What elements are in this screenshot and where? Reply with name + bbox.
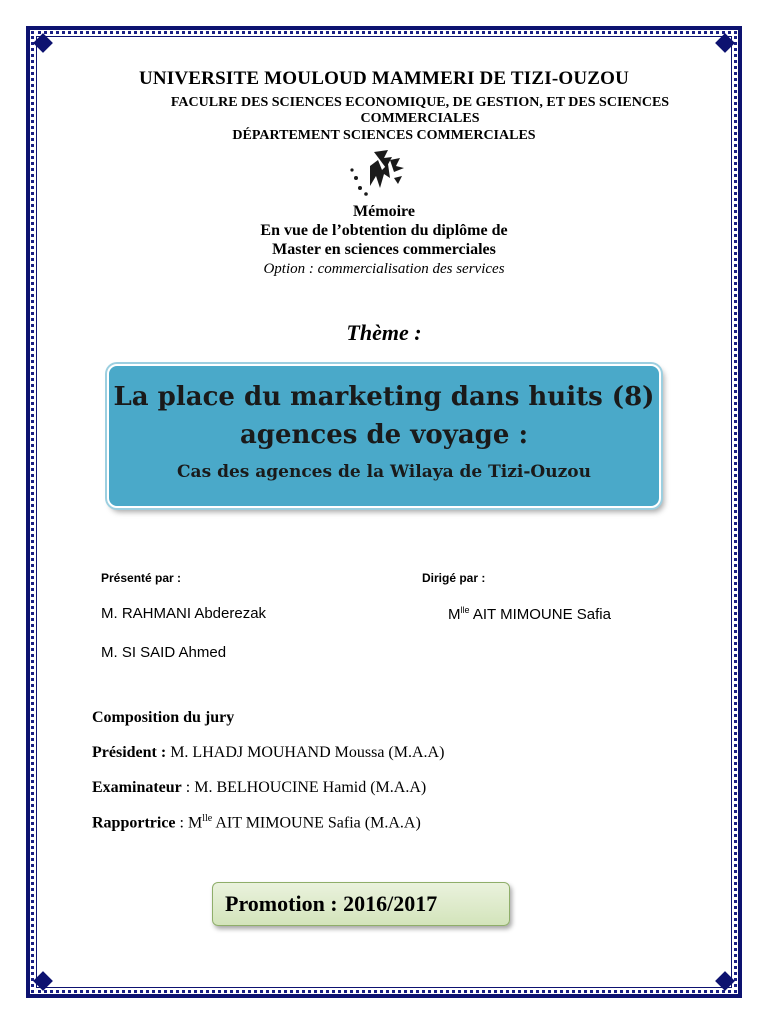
memoire-option: Option : commercialisation des services — [263, 261, 505, 277]
thesis-title-line2: agences de voyage : — [239, 420, 529, 450]
promotion-box: Promotion : 2016/2017 — [212, 882, 510, 926]
supervisor-surname: AIT MIMOUNE Safia — [469, 606, 611, 623]
jury-reporter-sup: lle — [202, 813, 213, 824]
author-name: M. RAHMANI Abderezak — [101, 605, 267, 622]
jury-reporter — [92, 813, 421, 832]
jury-examiner-name: : M. BELHOUCINE Hamid (M.A.A) — [181, 779, 427, 796]
department-name: DÉPARTEMENT SCIENCES COMMERCIALES — [232, 128, 536, 143]
memoire-degree: Master en sciences commerciales — [272, 241, 496, 258]
presented-by-label: Présenté par : — [101, 571, 182, 585]
jury-examiner-role: Examinateur — [92, 779, 182, 796]
supervisor-name — [448, 605, 611, 623]
memoire-purpose: En vue de l’obtention du diplôme de — [260, 222, 508, 239]
author-name: M. SI SAID Ahmed — [101, 644, 227, 661]
university-logo-icon — [344, 148, 418, 196]
directed-by-label: Dirigé par : — [422, 571, 486, 585]
faculty-name: FACULRE DES SCIENCES ECONOMIQUE, DE GESTION, ET DES SCIENCES COMMERCIALES — [170, 95, 670, 126]
thesis-subtitle: Cas des agences de la Wilaya de Tizi-Ouzou — [177, 462, 591, 482]
memoire-block — [0, 202, 768, 259]
jury-reporter-prefix: : M — [175, 814, 203, 832]
thesis-title — [109, 378, 659, 454]
jury-examiner — [92, 779, 426, 797]
thesis-title-line1: La place du marketing dans huits (8) — [113, 382, 655, 412]
memoire-title: Mémoire — [353, 203, 415, 220]
jury-reporter-role: Rapportrice — [92, 814, 176, 832]
jury-heading: Composition du jury — [92, 709, 235, 726]
supervisor-title-sup: lle — [460, 605, 470, 615]
jury-reporter-name: AIT MIMOUNE Safia (M.A.A) — [212, 814, 421, 832]
jury-president-name: M. LHADJ MOUHAND Moussa (M.A.A) — [166, 744, 445, 761]
university-name: UNIVERSITE MOULOUD MAMMERI DE TIZI-OUZOU — [138, 68, 630, 89]
theme-label: Thème : — [346, 320, 422, 345]
jury-president — [92, 744, 444, 762]
supervisor-prefix: M — [448, 606, 461, 623]
jury-president-role: Président : — [92, 744, 167, 761]
thesis-title-box — [107, 364, 661, 508]
